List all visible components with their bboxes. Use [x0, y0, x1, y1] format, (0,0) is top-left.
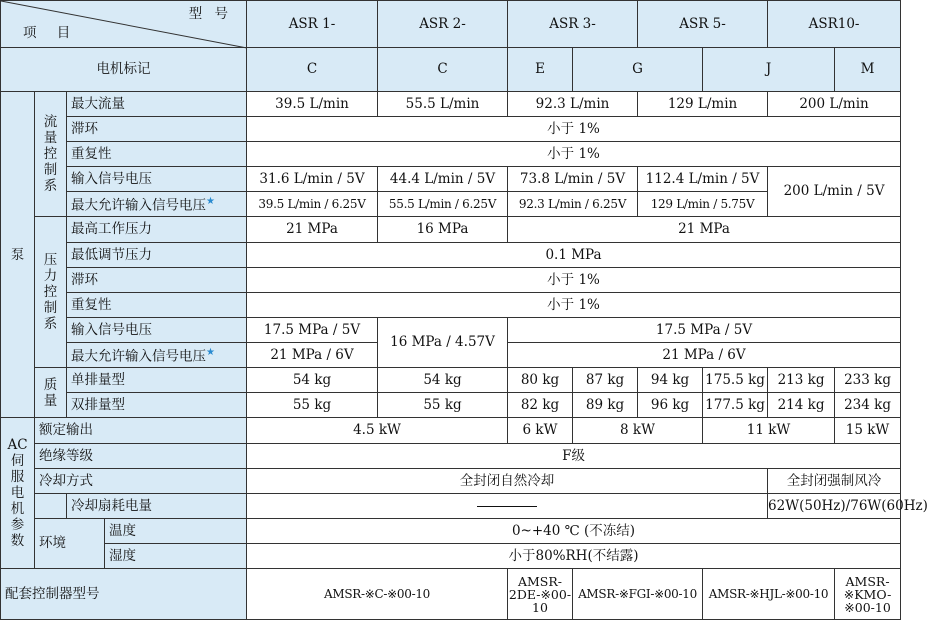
row-label: 输入信号电压 [67, 318, 247, 343]
value-cell: 213 kg [768, 368, 835, 393]
value-cell: 39.5 L/min / 6.25V [247, 192, 378, 217]
row-label: 最大允许输入信号电压★ [67, 343, 247, 368]
row-label: 冷却方式 [35, 469, 247, 494]
value-cell: 16 MPa / 4.57V [378, 318, 508, 368]
row-label: 最低调节压力 [67, 243, 247, 268]
motor-mark-label: 电机标记 [1, 48, 247, 92]
value-cell: 0.1 MPa [247, 243, 901, 268]
value-cell: 82 kg [508, 393, 573, 418]
model-header: ASR 3- [508, 1, 638, 48]
value-cell: 4.5 kW [247, 418, 508, 444]
value-cell: F级 [247, 444, 901, 469]
dash-mark [477, 506, 537, 507]
value-cell: 73.8 L/min / 5V [508, 167, 638, 192]
value-cell: 87 kg [573, 368, 638, 393]
row-label: 环境 [35, 519, 105, 569]
value-cell: 21 MPa / 6V [247, 343, 378, 368]
value-cell: 21 MPa [508, 217, 901, 243]
value-cell: 54 kg [247, 368, 378, 393]
value-cell: 16 MPa [378, 217, 508, 243]
star-icon: ★ [206, 196, 215, 208]
value-cell: 31.6 L/min / 5V [247, 167, 378, 192]
row-label: 重复性 [67, 293, 247, 318]
star-icon: ★ [206, 347, 215, 359]
motor-mark: E [508, 48, 573, 92]
value-cell: 小于 1% [247, 268, 901, 293]
row-label: 双排量型 [67, 393, 247, 418]
motor-mark: G [573, 48, 703, 92]
value-cell: 15 kW [835, 418, 901, 444]
row-label: 绝缘等级 [35, 444, 247, 469]
model-header: ASR 5- [638, 1, 768, 48]
row-label: 滞环 [67, 117, 247, 142]
value-cell: 小于80%RH(不结露) [247, 544, 901, 569]
row-label: 输入信号电压 [67, 167, 247, 192]
motor-mark: C [378, 48, 508, 92]
model-label: 型 号 [188, 6, 232, 22]
item-label: 项 目 [23, 25, 79, 41]
value-cell: 小于 1% [247, 293, 901, 318]
value-cell: 全封闭自然冷却 [247, 469, 768, 494]
value-cell: 129 L/min / 5.75V [638, 192, 768, 217]
value-cell: 200 L/min / 5V [768, 167, 901, 217]
value-cell: 小于 1% [247, 117, 901, 142]
flow-control-label: 流量控制系 [35, 92, 67, 217]
row-label: 配套控制器型号 [1, 569, 247, 620]
value-cell: 92.3 L/min [508, 92, 638, 117]
model-header: ASR10- [768, 1, 901, 48]
value-cell: 234 kg [835, 393, 901, 418]
value-cell: 39.5 L/min [247, 92, 378, 117]
value-cell: 233 kg [835, 368, 901, 393]
value-cell: AMSR-※HJL-※00-10 [703, 569, 835, 620]
row-label: 最大流量 [67, 92, 247, 117]
value-cell: 17.5 MPa / 5V [508, 318, 901, 343]
value-cell: 55.5 L/min [378, 92, 508, 117]
row-label: 冷却扇耗电量 [67, 494, 247, 519]
value-cell: 0~+40 ℃ (不冻结) [247, 519, 901, 544]
value-cell: 8 kW [573, 418, 703, 444]
motor-mark: J [703, 48, 835, 92]
value-cell: 54 kg [378, 368, 508, 393]
value-cell: AMSR-※FGI-※00-10 [573, 569, 703, 620]
value-cell: 92.3 L/min / 6.25V [508, 192, 638, 217]
pressure-control-label: 压力控制系 [35, 217, 67, 368]
value-cell: 214 kg [768, 393, 835, 418]
value-cell: 11 kW [703, 418, 835, 444]
value-cell: 177.5 kg [703, 393, 768, 418]
model-header: ASR 1- [247, 1, 378, 48]
model-header: ASR 2- [378, 1, 508, 48]
row-label: 滞环 [67, 268, 247, 293]
row-label: 湿度 [105, 544, 247, 569]
row-label: 额定输出 [35, 418, 247, 444]
value-cell: 96 kg [638, 393, 703, 418]
value-cell: 21 MPa [247, 217, 378, 243]
value-cell: 全封闭强制风冷 [768, 469, 901, 494]
value-cell: 175.5 kg [703, 368, 768, 393]
row-label: 温度 [105, 519, 247, 544]
value-cell: 129 L/min [638, 92, 768, 117]
value-cell: 200 L/min [768, 92, 901, 117]
value-cell: AMSR-※C-※00-10 [247, 569, 508, 620]
mass-label: 质量 [35, 368, 67, 418]
value-cell: 112.4 L/min / 5V [638, 167, 768, 192]
row-label: 单排量型 [67, 368, 247, 393]
value-cell: 94 kg [638, 368, 703, 393]
row-label: 最大允许输入信号电压★ [67, 192, 247, 217]
value-cell: 小于 1% [247, 142, 901, 167]
value-cell [247, 494, 768, 519]
value-cell: 44.4 L/min / 5V [378, 167, 508, 192]
header-corner-cell [1, 1, 247, 48]
value-cell: 55 kg [247, 393, 378, 418]
value-cell: 21 MPa / 6V [508, 343, 901, 368]
value-cell: 55.5 L/min / 6.25V [378, 192, 508, 217]
value-cell: 80 kg [508, 368, 573, 393]
motor-mark: C [247, 48, 378, 92]
motor-group-label: AC伺服电机参数 [1, 418, 35, 569]
motor-mark: M [835, 48, 901, 92]
value-cell: 17.5 MPa / 5V [247, 318, 378, 343]
value-cell: 55 kg [378, 393, 508, 418]
value-cell: AMSR-2DE-※00-10 [508, 569, 573, 620]
value-cell: 62W(50Hz)/76W(60Hz) [768, 494, 901, 519]
value-cell: 89 kg [573, 393, 638, 418]
row-label: 最高工作压力 [67, 217, 247, 243]
value-cell: 6 kW [508, 418, 573, 444]
row-label: 重复性 [67, 142, 247, 167]
value-cell: AMSR-※KMO-※00-10 [835, 569, 901, 620]
pump-group-label: 泵 [1, 92, 35, 418]
